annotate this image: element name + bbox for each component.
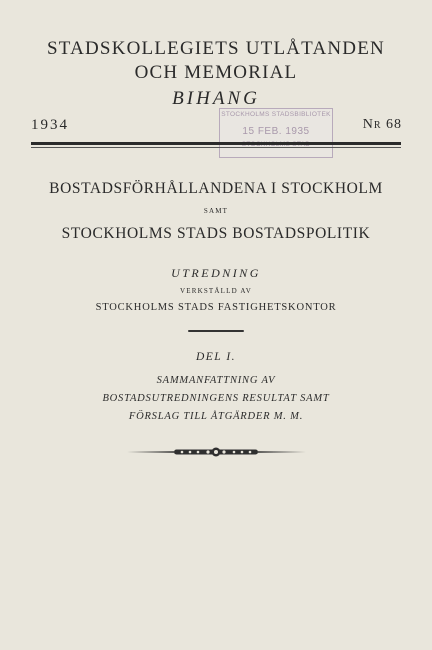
year: 1934 bbox=[31, 117, 69, 133]
utredning-label: UTREDNING bbox=[171, 266, 261, 280]
ornament-icon bbox=[126, 445, 306, 459]
stamp-date: 15 FEB. 1935 bbox=[242, 126, 310, 137]
part-line-3: FÖRSLAG TILL ÅTGÄRDER M. M. bbox=[128, 411, 304, 422]
samt-label: SAMT bbox=[203, 207, 229, 215]
number-label bbox=[363, 117, 402, 133]
part-line-2: BOSTADSUTREDNINGENS RESULTAT SAMT bbox=[102, 393, 330, 404]
verkstalld-label: VERKSTÄLLD AV bbox=[179, 287, 253, 295]
nr-prefix: N bbox=[362, 117, 374, 132]
stamp-line1: STOCKHOLMS STADSBIBLIOTEK bbox=[221, 111, 331, 118]
header-rule-thick bbox=[31, 142, 401, 145]
bihang-label: BIHANG bbox=[172, 88, 260, 109]
subtitle: STOCKHOLMS STADS BOSTADSPOLITIK bbox=[61, 225, 371, 242]
section-divider bbox=[188, 330, 244, 332]
header-rule-thin bbox=[31, 147, 401, 148]
office-name: STOCKHOLMS STADS FASTIGHETSKONTOR bbox=[95, 302, 337, 313]
part-label: DEL I. bbox=[195, 351, 237, 363]
series-title-line2: OCH MEMORIAL bbox=[134, 62, 298, 83]
part-line-1: SAMMANFATTNING AV bbox=[156, 375, 276, 386]
main-title: BOSTADSFÖRHÅLLANDENA I STOCKHOLM bbox=[49, 180, 383, 197]
nr-number: 68 bbox=[386, 117, 402, 132]
series-title-line1: STADSKOLLEGIETS UTLÅTANDEN bbox=[47, 38, 385, 59]
library-stamp bbox=[219, 108, 333, 158]
nr-suffix: R bbox=[373, 120, 382, 131]
